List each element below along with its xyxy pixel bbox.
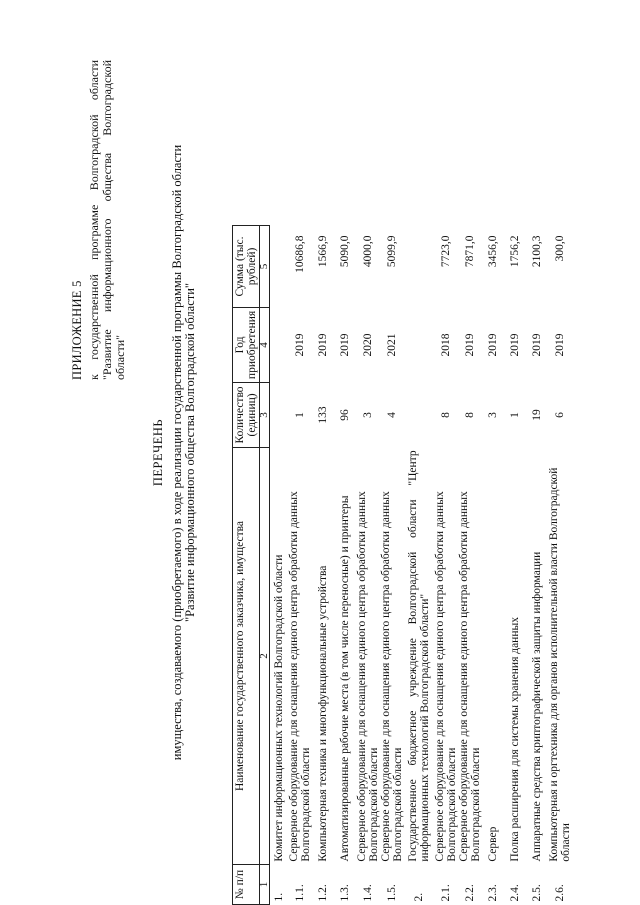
row-year: 2019 <box>531 333 543 357</box>
row-sum: 300,0 <box>554 235 566 262</box>
row-name: Серверное оборудование для оснащения единого центра обработки данных Волгоградской области <box>458 491 482 862</box>
row-name: Серверное оборудование для оснащения единого центра обработки данных Волгоградской области <box>380 491 404 862</box>
asset-table <box>232 225 572 905</box>
row-qty <box>270 382 289 447</box>
row-sum: 1566,9 <box>317 235 329 268</box>
row-num: 2.6. <box>554 884 566 902</box>
table-row <box>356 226 380 905</box>
row-sum: 5099,9 <box>386 235 398 268</box>
table-row <box>434 226 458 905</box>
table-row <box>482 226 504 905</box>
row-num: 2. <box>413 892 425 902</box>
row-year: 2019 <box>294 333 306 357</box>
column-number: 2 <box>260 447 270 864</box>
subtitle-line-2: "Развитие информационного общества Волгоградской области" <box>183 282 197 623</box>
row-num: 2.1. <box>440 884 452 902</box>
table-row <box>404 226 434 905</box>
row-name: Сервер <box>487 826 499 862</box>
table-row <box>526 226 548 905</box>
header-sum: Сумма (тыс. рублей) <box>233 226 260 308</box>
row-year <box>404 307 434 382</box>
row-name: Серверное оборудование для оснащения единого центра обработки данных Волгоградской области <box>288 491 312 862</box>
header-qty: Количество (единиц) <box>233 382 260 447</box>
row-num: 2.3. <box>487 884 499 902</box>
row-sum: 7723,0 <box>440 235 452 268</box>
row-year: 2020 <box>362 333 374 357</box>
document-title: ПЕРЕЧЕНЬ <box>151 418 165 487</box>
row-qty: 6 <box>554 412 566 418</box>
row-num: 1.5. <box>386 884 398 902</box>
row-num: 1.2. <box>317 884 329 902</box>
row-year <box>270 307 289 382</box>
row-name: Серверное оборудование для оснащения единого центра обработки данных Волгоградской области <box>356 491 380 862</box>
row-sum: 7871,0 <box>464 235 476 268</box>
row-num: 1.1. <box>294 884 306 902</box>
column-number: 1 <box>260 865 270 905</box>
row-name: Автоматизированные рабочие места (в том числе переносные) и принтеры <box>339 495 351 862</box>
row-sum: 1756,2 <box>509 235 521 268</box>
row-qty: 96 <box>339 409 351 421</box>
table-row <box>548 226 572 905</box>
table-row <box>334 226 356 905</box>
row-year: 2019 <box>509 333 521 357</box>
row-name: Аппаратные средства криптографической защиты информации <box>531 551 543 862</box>
header-name: Наименование государственного заказчика, имущества <box>233 447 260 864</box>
subtitle-line-1: имущества, создаваемого (приобретаемого) в ходе реализации государственной программы Волгоградской области <box>170 144 184 761</box>
row-num: 1. <box>273 892 285 902</box>
row-name: Государственное бюджетное учреждение Волгоградской области "Центр информационных технологий Волгоградской области" <box>407 450 431 862</box>
row-num: 2.5. <box>531 884 543 902</box>
row-sum: 2100,3 <box>531 235 543 268</box>
row-qty <box>404 382 434 447</box>
column-number-row <box>260 226 270 905</box>
row-qty: 3 <box>487 412 499 418</box>
table-header-row <box>233 226 260 905</box>
row-qty: 8 <box>440 412 452 418</box>
column-number: 3 <box>260 382 270 447</box>
row-year: 2021 <box>386 333 398 357</box>
row-name: Компьютерная и оргтехника для органов исполнительной власти Волгоградской области <box>548 467 572 862</box>
row-name: Комитет информационных технологий Волгоградской области <box>273 554 285 862</box>
document-subtitle <box>171 100 197 805</box>
row-sum: 10686,8 <box>294 235 306 273</box>
table-row <box>288 226 312 905</box>
row-year: 2019 <box>487 333 499 357</box>
row-sum: 3456,0 <box>487 235 499 268</box>
table-row <box>458 226 482 905</box>
table-row <box>380 226 404 905</box>
column-number: 5 <box>260 226 270 308</box>
row-name: Серверное оборудование для оснащения единого центра обработки данных Волгоградской области <box>434 491 458 862</box>
column-number: 4 <box>260 307 270 382</box>
table-row <box>270 226 289 905</box>
row-sum: 5090,0 <box>339 235 351 268</box>
row-year: 2018 <box>440 333 452 357</box>
row-sum: 4000,0 <box>362 235 374 268</box>
row-qty: 133 <box>317 406 329 424</box>
row-num: 1.3. <box>339 884 351 902</box>
header-year: Год приобретения <box>233 307 260 382</box>
row-qty: 4 <box>386 412 398 418</box>
row-sum <box>404 226 434 308</box>
header-num: № п/п <box>233 865 260 905</box>
row-qty: 8 <box>464 412 476 418</box>
row-name: Компьютерная техника и многофункциональные устройства <box>317 565 329 862</box>
row-year: 2019 <box>339 333 351 357</box>
row-year: 2019 <box>464 333 476 357</box>
row-year: 2019 <box>554 333 566 357</box>
table-row <box>312 226 334 905</box>
row-num: 1.4. <box>362 884 374 902</box>
row-num: 2.4. <box>509 884 521 902</box>
row-qty: 19 <box>531 409 543 421</box>
row-qty: 1 <box>509 412 521 418</box>
row-num: 2.2. <box>464 884 476 902</box>
appendix-note: к государственной программе Волгоградской области "Развитие информационного общества Волгоградской области" <box>87 60 127 380</box>
row-name: Полка расширения для системы хранения данных <box>509 617 521 862</box>
row-qty: 3 <box>362 412 374 418</box>
row-year: 2019 <box>317 333 329 357</box>
row-qty: 1 <box>294 412 306 418</box>
appendix-title: ПРИЛОЖЕНИЕ 5 <box>70 280 84 380</box>
table-row <box>504 226 526 905</box>
row-sum <box>270 226 289 308</box>
